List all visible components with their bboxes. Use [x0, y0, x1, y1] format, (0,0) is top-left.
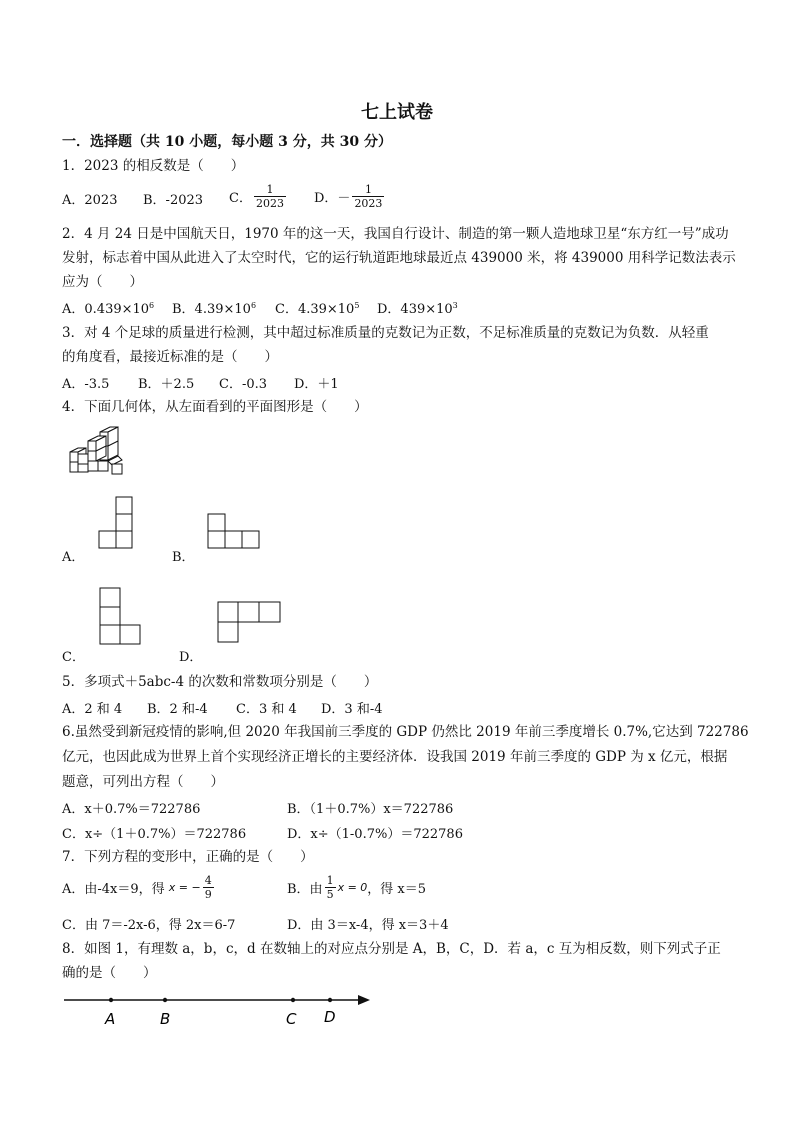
q4-option-a-figure: [98, 496, 134, 549]
q1-stem: 1．2023 的相反数是（ ）: [62, 158, 245, 174]
q1-option-c: [229, 183, 288, 210]
section-heading: 一．选择题（共 10 小题，每小题 3 分，共 30 分）: [62, 134, 392, 150]
solid-figure: [66, 424, 128, 476]
q4-option-d-figure: [217, 601, 281, 643]
q3-option-a: A．-3.5: [62, 377, 110, 392]
q3-option-c: C．-0.3: [219, 377, 268, 392]
q3-option-b: B．＋2.5: [138, 377, 195, 392]
fraction-denominator: 9: [204, 888, 212, 901]
q1-option-c-fraction: [254, 183, 286, 210]
q2-option-d: [377, 298, 458, 317]
q7-option-b-equation: x = 0: [337, 881, 368, 894]
q2-line3: 应为（ ）: [62, 274, 143, 290]
q1-option-b: B．-2023: [143, 193, 204, 208]
q5-option-c: C．3 和 4: [236, 702, 297, 717]
q6-option-d: D．x÷（1-0.7%）＝722786: [287, 827, 463, 842]
q7-stem: 7．下列方程的变形中，正确的是（ ）: [62, 849, 314, 865]
page-title: 七上试卷: [361, 102, 433, 123]
q3-line2: 的角度看，最接近标准的是（ ）: [62, 349, 278, 365]
q6-line2: 亿元，也因此成为世界上首个实现经济正增长的主要经济体．设我国 2019 年前三季度的 GDP 为 x 亿元，根据: [62, 749, 728, 765]
fraction-denominator: 2023: [255, 197, 284, 210]
point-b-label: B: [160, 1010, 171, 1028]
number-line-figure: [62, 990, 374, 1030]
fraction-denominator: 5: [326, 888, 334, 901]
q4-option-a-label: A．: [62, 550, 85, 565]
point-d-dot: [328, 998, 332, 1002]
fraction-numerator: 1: [352, 183, 384, 197]
q1-option-d: [314, 183, 386, 210]
fraction-numerator: 1: [254, 183, 286, 197]
q2-option-a-base: A．0.439×10: [62, 302, 150, 317]
q7-option-b-fraction: [325, 874, 336, 901]
q7-option-a-text: A．由-4x＝9，得: [62, 882, 165, 897]
q5-option-d: D．3 和-4: [321, 702, 383, 717]
point-d-label: D: [324, 1008, 336, 1026]
number-line-arrow-icon: [358, 995, 370, 1005]
q4-option-c-figure: [99, 587, 141, 645]
fraction-numerator: 4: [204, 874, 212, 887]
point-c-dot: [291, 998, 295, 1002]
fraction-denominator: 2023: [354, 197, 383, 210]
q2-option-a-exponent: 6: [149, 301, 155, 310]
q2-option-d-base: D．439×10: [377, 302, 453, 317]
q5-option-a: A．2 和 4: [62, 702, 123, 717]
point-b-dot: [163, 998, 167, 1002]
q4-option-b-figure: [207, 513, 260, 549]
q5-option-b: B．2 和-4: [147, 702, 208, 717]
q7-option-b: [287, 874, 426, 901]
q4-stem: 4．下面几何体，从左面看到的平面图形是（ ）: [62, 399, 368, 415]
q7-option-a-fraction: [203, 874, 214, 901]
q2-line2: 发射，标志着中国从此进入了太空时代，它的运行轨道距地球最近点 439000 米，将 439000 用科学记数法表示: [62, 250, 736, 266]
q2-option-c-base: C．4.39×10: [275, 302, 355, 317]
q6-option-a: A．x＋0.7%＝722786: [62, 802, 201, 817]
q1-option-d-label: D．－: [314, 191, 351, 206]
q7-option-a: [62, 874, 216, 901]
q6-option-b: B．（1＋0.7%）x＝722786: [287, 802, 454, 817]
point-a-label: A: [105, 1010, 116, 1028]
q1-option-c-label: C．: [229, 191, 252, 206]
q7-option-b-result: ，得 x＝5: [367, 882, 427, 897]
q7-option-b-text: B．由: [287, 882, 323, 897]
q7-option-d: D．由 3＝x-4，得 x＝3＋4: [287, 918, 449, 933]
q2-line1: 2．4 月 24 日是中国航天日，1970 年的这一天，我国自行设计、制造的第一颗人造地球卫星“东方红一号”成功: [62, 226, 729, 242]
q7-option-a-lhs: x = −: [168, 881, 201, 894]
q4-option-b-label: B．: [172, 550, 195, 565]
q6-option-c: C．x÷（1＋0.7%）＝722786: [62, 827, 247, 842]
q6-line1: 6.虽然受到新冠疫情的影响,但 2020 年我国前三季度的 GDP 仍然比 2019 年前三季度增长 0.7%,它达到 722786: [62, 724, 749, 740]
q2-option-b-exponent: 6: [250, 301, 257, 310]
q1-option-d-fraction: [352, 183, 384, 210]
fraction-numerator: 1: [326, 874, 334, 887]
q3-line1: 3．对 4 个足球的质量进行检测，其中超过标准质量的克数记为正数，不足标准质量的克数记为负数．从轻重: [62, 325, 709, 341]
q7-option-c: C．由 7＝-2x-6，得 2x＝6-7: [62, 918, 236, 933]
q8-line1: 8．如图 1，有理数 a，b，c，d 在数轴上的对应点分别是 A，B，C，D．若 a，c 互为相反数，则下列式子正: [62, 941, 721, 957]
q2-option-b-base: B．4.39×10: [172, 302, 251, 317]
point-c-label: C: [286, 1010, 297, 1028]
q3-option-d: D．＋1: [294, 377, 339, 392]
q2-option-c-exponent: 5: [354, 301, 360, 310]
q6-line3: 题意，可列出方程（ ）: [62, 774, 224, 790]
q2-option-b: [172, 298, 256, 317]
q2-option-c: [275, 298, 359, 317]
point-a-dot: [109, 998, 113, 1002]
q2-option-d-exponent: 3: [452, 301, 458, 310]
q2-option-a: [62, 298, 154, 317]
q8-line2: 确的是（ ）: [62, 965, 157, 981]
q5-stem: 5．多项式＋5abc-4 的次数和常数项分别是（ ）: [62, 674, 378, 690]
q4-option-c-label: C．: [62, 650, 85, 665]
q4-option-d-label: D．: [179, 650, 203, 665]
q1-option-a: A．2023: [62, 193, 118, 208]
